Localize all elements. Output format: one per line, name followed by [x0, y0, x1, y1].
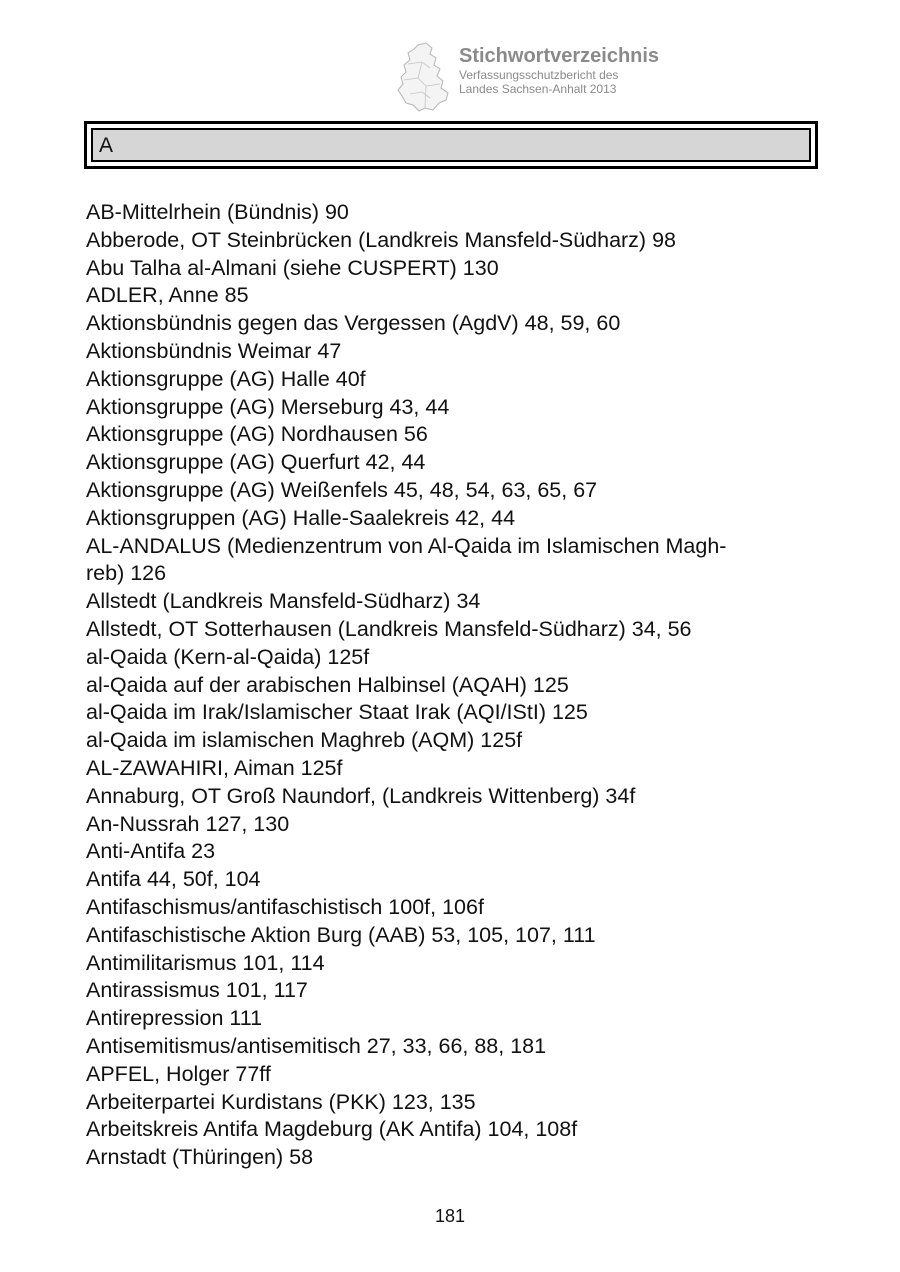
index-entry: al-Qaida im Irak/Islamischer Staat Irak (AQI/IStI) 125: [86, 700, 588, 725]
index-entry: Aktionsgruppe (AG) Querfurt 42, 44: [86, 450, 426, 475]
index-entry: Antifaschismus/antifaschistisch 100f, 106f: [86, 894, 484, 919]
index-entry: Aktionsgruppe (AG) Halle 40f: [86, 366, 366, 391]
index-entry: al-Qaida auf der arabischen Halbinsel (AQAH) 125: [86, 672, 569, 697]
index-entry: Antirassismus 101, 117: [86, 978, 308, 1003]
index-entry: Allstedt (Landkreis Mansfeld-Südharz) 34: [86, 589, 481, 614]
index-entry: Antimilitarismus 101, 114: [86, 950, 325, 975]
header-subtitle-line1: Verfassungsschutzbericht des: [459, 68, 619, 82]
index-entry: Arbeitskreis Antifa Magdeburg (AK Antifa) 104, 108f: [86, 1117, 578, 1142]
index-entry: AL-ZAWAHIRI, Aiman 125f: [86, 755, 343, 780]
index-entry: Antifa 44, 50f, 104: [86, 867, 261, 892]
page-number: 181: [434, 1206, 466, 1226]
index-entry: Abberode, OT Steinbrücken (Landkreis Mansfeld-Südharz) 98: [86, 227, 676, 252]
header-subtitle-line2: Landes Sachsen-Anhalt 2013: [459, 82, 617, 96]
index-entry: Antisemitismus/antisemitisch 27, 33, 66, 88, 181: [86, 1033, 547, 1058]
section-letter-bar: [91, 128, 811, 162]
saxony-anhalt-map-icon: [396, 42, 454, 112]
index-entry: Aktionsbündnis gegen das Vergessen (AgdV) 48, 59, 60: [86, 311, 621, 336]
index-entry: Arbeiterpartei Kurdistans (PKK) 123, 135: [86, 1089, 476, 1114]
index-entry: Antirepression 111: [86, 1006, 263, 1031]
index-entry: ADLER, Anne 85: [86, 283, 249, 308]
section-letter-box: [84, 121, 818, 169]
index-entry: AB-Mittelrhein (Bündnis) 90: [86, 200, 349, 224]
index-entry: Allstedt, OT Sotterhausen (Landkreis Mansfeld-Südharz) 34, 56: [86, 616, 692, 641]
index-entry: reb) 126: [86, 561, 167, 586]
index-entry: Aktionsgruppen (AG) Halle-Saalekreis 42, 44: [86, 505, 516, 530]
index-entry: al-Qaida (Kern-al-Qaida) 125f: [86, 644, 370, 669]
index-entry: Arnstadt (Thüringen) 58: [86, 1145, 314, 1170]
index-entry: Aktionsgruppe (AG) Weißenfels 45, 48, 54, 63, 65, 67: [86, 477, 598, 502]
index-entry: An-Nussrah 127, 130: [86, 811, 290, 836]
index-entry: Annaburg, OT Groß Naundorf, (Landkreis Wittenberg) 34f: [86, 783, 636, 808]
page-header: [396, 42, 716, 114]
header-text-block: [459, 44, 659, 96]
index-entry: al-Qaida im islamischen Maghreb (AQM) 125f: [86, 728, 523, 753]
header-title: Stichwortverzeichnis: [459, 45, 660, 67]
index-entry: Antifaschistische Aktion Burg (AAB) 53, 105, 107, 111: [86, 922, 596, 947]
index-entry: AL-ANDALUS (Medienzentrum von Al-Qaida im Islamischen Magh-: [86, 533, 727, 558]
index-entry: APFEL, Holger 77ff: [86, 1061, 271, 1086]
index-entry: Abu Talha al-Almani (siehe CUSPERT) 130: [86, 255, 499, 280]
section-letter: A: [99, 134, 114, 157]
index-entry: Anti-Antifa 23: [86, 839, 216, 864]
index-entry-list: [86, 199, 816, 1172]
index-entry: Aktionsgruppe (AG) Merseburg 43, 44: [86, 394, 450, 419]
index-entry: Aktionsgruppe (AG) Nordhausen 56: [86, 422, 428, 447]
index-entry: Aktionsbündnis Weimar 47: [86, 338, 342, 363]
